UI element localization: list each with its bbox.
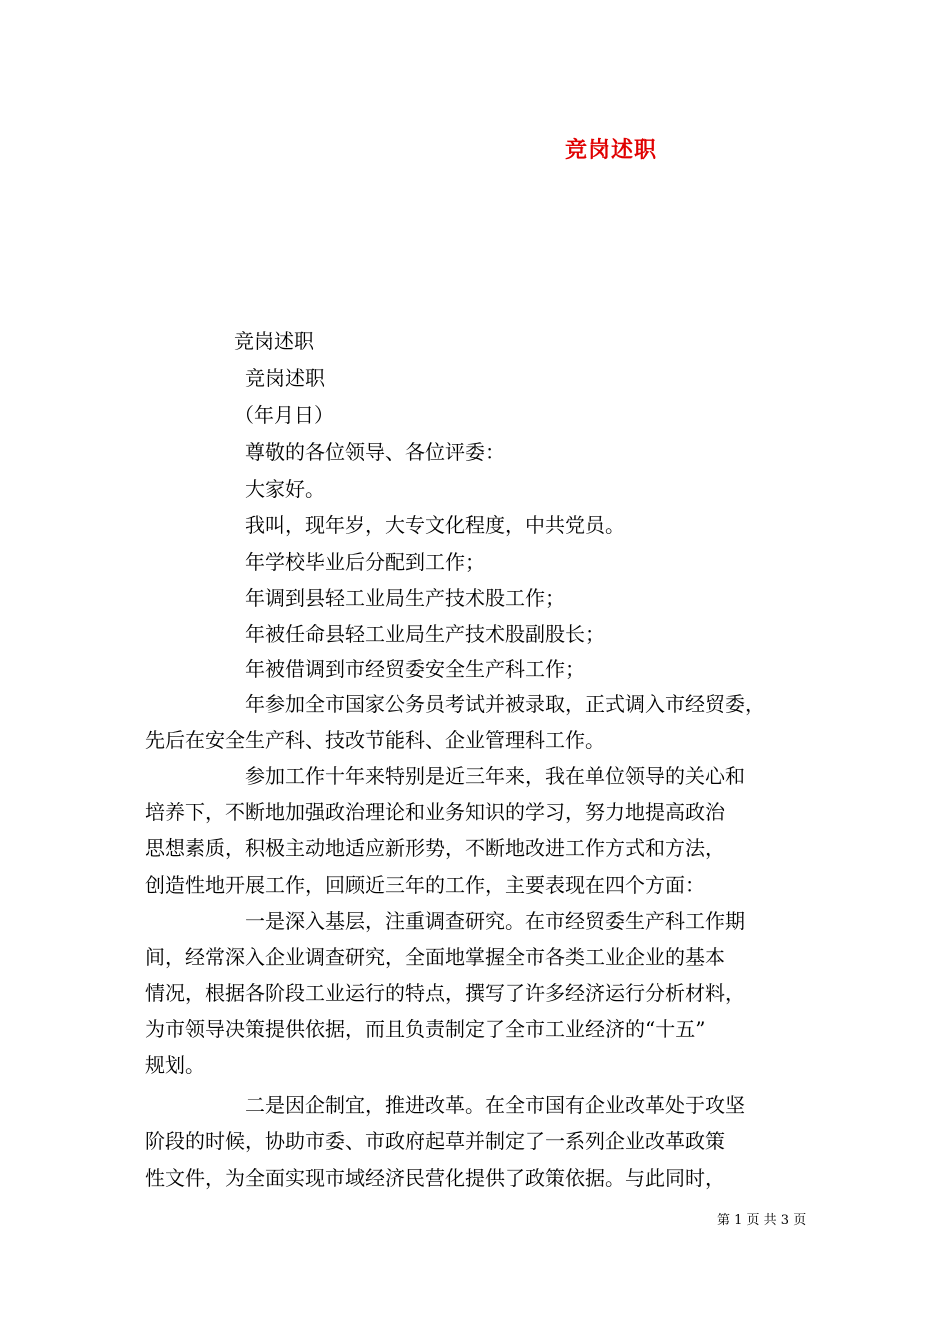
text-line: 阶段的时候，协助市委、市政府起草并制定了一系列企业改革政策 (145, 1129, 725, 1153)
text-line: 培养下，不断地加强政治理论和业务知识的学习，努力地提高政治 (145, 800, 725, 824)
text-line: 间，经常深入企业调查研究，全面地掌握全市各类工业企业的基本 (145, 945, 725, 969)
text-line: 竞岗述职 (234, 329, 314, 353)
text-line: 竞岗述职 (245, 366, 325, 390)
document-title: 竞岗述职 (565, 137, 658, 163)
text-line: 大家好。 (245, 477, 325, 501)
text-line: （年月日） (234, 403, 334, 427)
text-line: 一是深入基层，注重调查研究。在市经贸委生产科工作期 (245, 909, 745, 933)
text-line: 二是因企制宜，推进改革。在全市国有企业改革处于攻坚 (245, 1093, 745, 1117)
text-line: 年参加全市国家公务员考试并被录取，正式调入市经贸委， (245, 692, 765, 716)
text-line: 先后在安全生产科、技改节能科、企业管理科工作。 (145, 728, 605, 752)
text-line: 尊敬的各位领导、各位评委： (245, 440, 505, 464)
text-line: 年调到县轻工业局生产技术股工作； (245, 586, 565, 610)
text-line: 规划。 (145, 1053, 205, 1077)
page-number-footer: 第 1 页 共 3 页 (717, 1213, 807, 1228)
text-line: 思想素质，积极主动地适应新形势，不断地改进工作方式和方法， (145, 836, 725, 860)
text-line: 年被借调到市经贸委安全生产科工作； (245, 657, 585, 681)
text-line: 创造性地开展工作，回顾近三年的工作，主要表现在四个方面： (145, 873, 705, 897)
text-line: 我叫，现年岁，大专文化程度，中共党员。 (245, 513, 625, 537)
text-line: 参加工作十年来特别是近三年来，我在单位领导的关心和 (245, 764, 745, 788)
text-line: 情况，根据各阶段工业运行的特点，撰写了许多经济运行分析材料， (145, 981, 745, 1005)
text-line: 为市领导决策提供依据，而且负责制定了全市工业经济的“十五” (145, 1017, 706, 1041)
text-line: 性文件，为全面实现市域经济民营化提供了政策依据。与此同时， (145, 1166, 725, 1190)
text-line: 年被任命县轻工业局生产技术股副股长； (245, 622, 605, 646)
text-line: 年学校毕业后分配到工作； (245, 550, 485, 574)
